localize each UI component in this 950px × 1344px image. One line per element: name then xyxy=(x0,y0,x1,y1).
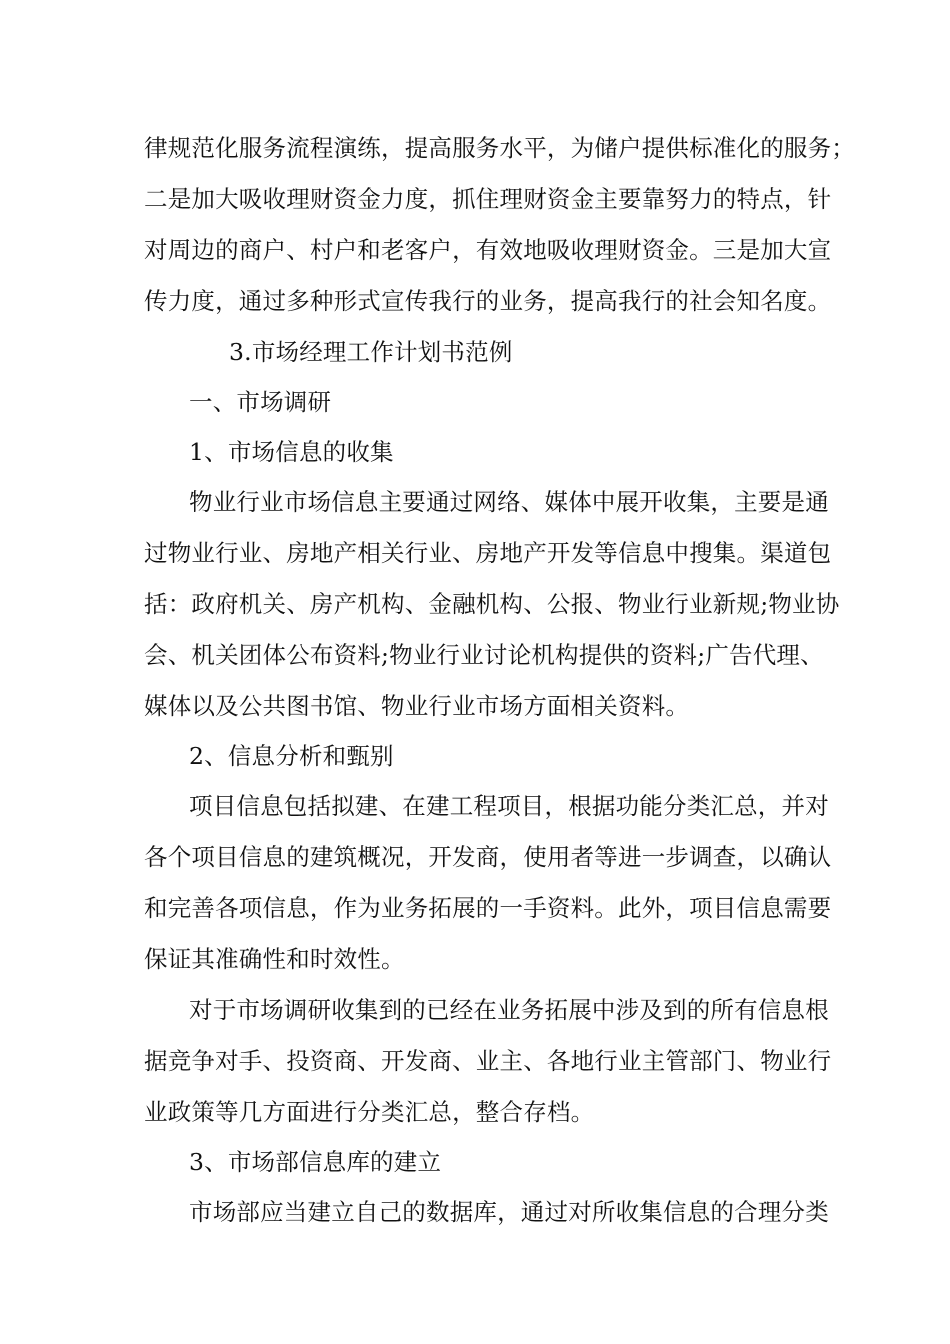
section-heading: 一、市场调研 xyxy=(189,388,332,416)
text-line: 各个项目信息的建筑概况，开发商，使用者等进一步调查，以确认 xyxy=(144,843,832,871)
paragraph-first-line: 对于市场调研收集到的已经在业务拓展中涉及到的所有信息根 xyxy=(189,996,829,1024)
text-line: 律规范化服务流程演练，提高服务水平，为储户提供标准化的服务； xyxy=(144,134,855,162)
subsection-heading: 2、信息分析和甄别 xyxy=(189,742,394,770)
text-line: 传力度，通过多种形式宣传我行的业务，提高我行的社会知名度。 xyxy=(144,287,832,315)
text-line: 对周边的商户、村户和老客户，有效地吸收理财资金。三是加大宣 xyxy=(144,236,832,264)
text-line: 会、机关团体公布资料;物业行业讨论机构提供的资料;广告代理、 xyxy=(144,641,824,669)
text-line: 媒体以及公共图书馆、物业行业市场方面相关资料。 xyxy=(144,692,690,720)
section-heading: 3.市场经理工作计划书范例 xyxy=(229,338,513,366)
paragraph-first-line: 项目信息包括拟建、在建工程项目，根据功能分类汇总，并对 xyxy=(189,792,829,820)
text-line: 二是加大吸收理财资金力度，抓住理财资金主要靠努力的特点，针 xyxy=(144,185,832,213)
text-line: 据竞争对手、投资商、开发商、业主、各地行业主管部门、物业行 xyxy=(144,1047,832,1075)
subsection-heading: 3、市场部信息库的建立 xyxy=(189,1148,442,1176)
paragraph-first-line: 市场部应当建立自己的数据库，通过对所收集信息的合理分类 xyxy=(189,1198,829,1226)
subsection-heading: 1、市场信息的收集 xyxy=(189,438,394,466)
paragraph-first-line: 物业行业市场信息主要通过网络、媒体中展开收集，主要是通 xyxy=(189,488,829,516)
text-line: 过物业行业、房地产相关行业、房地产开发等信息中搜集。渠道包 xyxy=(144,539,832,567)
text-line: 括：政府机关、房产机构、金融机构、公报、物业行业新规;物业协 xyxy=(144,590,840,618)
text-line: 和完善各项信息，作为业务拓展的一手资料。此外，项目信息需要 xyxy=(144,894,832,922)
text-line: 业政策等几方面进行分类汇总，整合存档。 xyxy=(144,1098,595,1126)
text-line: 保证其准确性和时效性。 xyxy=(144,945,405,973)
